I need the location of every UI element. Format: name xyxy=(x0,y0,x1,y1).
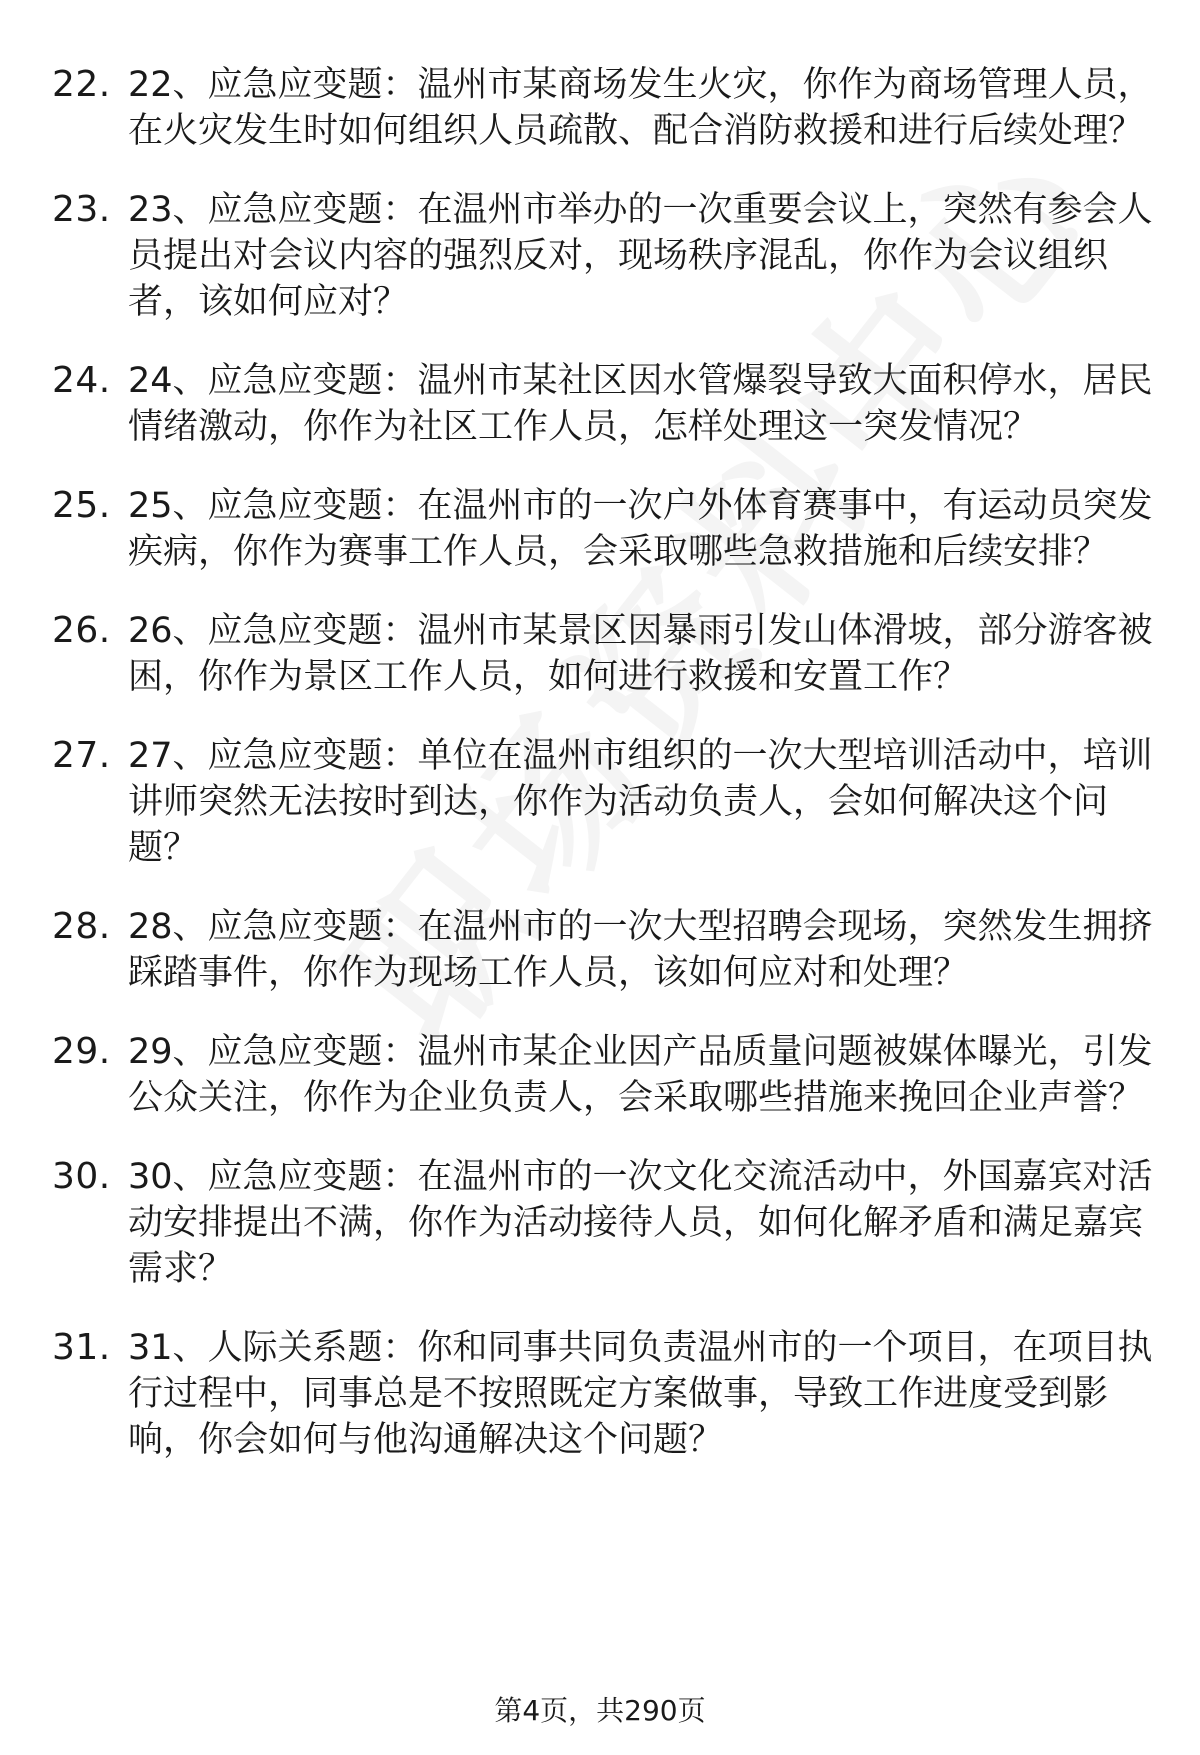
question-text: 22、应急应变题：温州市某商场发生火灾，你作为商场管理人员，在火灾发生时如何组织人员疏散、配合消防救援和进行后续处理？ xyxy=(128,65,1153,151)
page-footer: 第4页，共290页 xyxy=(494,1694,706,1727)
question-item xyxy=(52,608,1162,700)
question-text: 24、应急应变题：温州市某社区因水管爆裂导致大面积停水，居民情绪激动，你作为社区工作人员，怎样处理这一突发情况？ xyxy=(128,361,1153,447)
question-number: 26. xyxy=(52,610,111,651)
question-text: 27、应急应变题：单位在温州市组织的一次大型培训活动中，培训讲师突然无法按时到达，你作为活动负责人，会如何解决这个问题？ xyxy=(128,736,1153,868)
question-item xyxy=(52,1029,1162,1121)
question-item xyxy=(52,1154,1162,1292)
question-item xyxy=(52,1325,1162,1463)
question-text: 25、应急应变题：在温州市的一次户外体育赛事中，有运动员突发疾病，你作为赛事工作人员，会采取哪些急救措施和后续安排？ xyxy=(128,486,1153,572)
question-item xyxy=(52,62,1162,154)
question-number: 22. xyxy=(52,64,111,105)
question-number: 27. xyxy=(52,735,111,776)
question-item xyxy=(52,187,1162,325)
question-item xyxy=(52,483,1162,575)
question-text: 29、应急应变题：温州市某企业因产品质量问题被媒体曝光，引发公众关注，你作为企业负责人，会采取哪些措施来挽回企业声誉？ xyxy=(128,1032,1153,1118)
question-text: 26、应急应变题：温州市某景区因暴雨引发山体滑坡，部分游客被困，你作为景区工作人员，如何进行救援和安置工作？ xyxy=(128,611,1153,697)
question-number: 23. xyxy=(52,189,111,230)
question-number: 31. xyxy=(52,1327,111,1368)
question-number: 25. xyxy=(52,485,111,526)
question-number: 24. xyxy=(52,360,111,401)
question-text: 28、应急应变题：在温州市的一次大型招聘会现场，突然发生拥挤踩踏事件，你作为现场工作人员，该如何应对和处理？ xyxy=(128,907,1153,993)
question-text: 31、人际关系题：你和同事共同负责温州市的一个项目，在项目执行过程中，同事总是不按照既定方案做事，导致工作进度受到影响，你会如何与他沟通解决这个问题？ xyxy=(128,1328,1153,1460)
question-list xyxy=(52,62,1162,1496)
question-number: 28. xyxy=(52,906,111,947)
question-text: 23、应急应变题：在温州市举办的一次重要会议上，突然有参会人员提出对会议内容的强烈反对，现场秩序混乱，你作为会议组织者，该如何应对？ xyxy=(128,190,1153,322)
question-item xyxy=(52,904,1162,996)
question-text: 30、应急应变题：在温州市的一次文化交流活动中，外国嘉宾对活动安排提出不满，你作为活动接待人员，如何化解矛盾和满足嘉宾需求？ xyxy=(128,1157,1153,1289)
question-number: 30. xyxy=(52,1156,111,1197)
question-item xyxy=(52,358,1162,450)
question-item xyxy=(52,733,1162,871)
question-number: 29. xyxy=(52,1031,111,1072)
